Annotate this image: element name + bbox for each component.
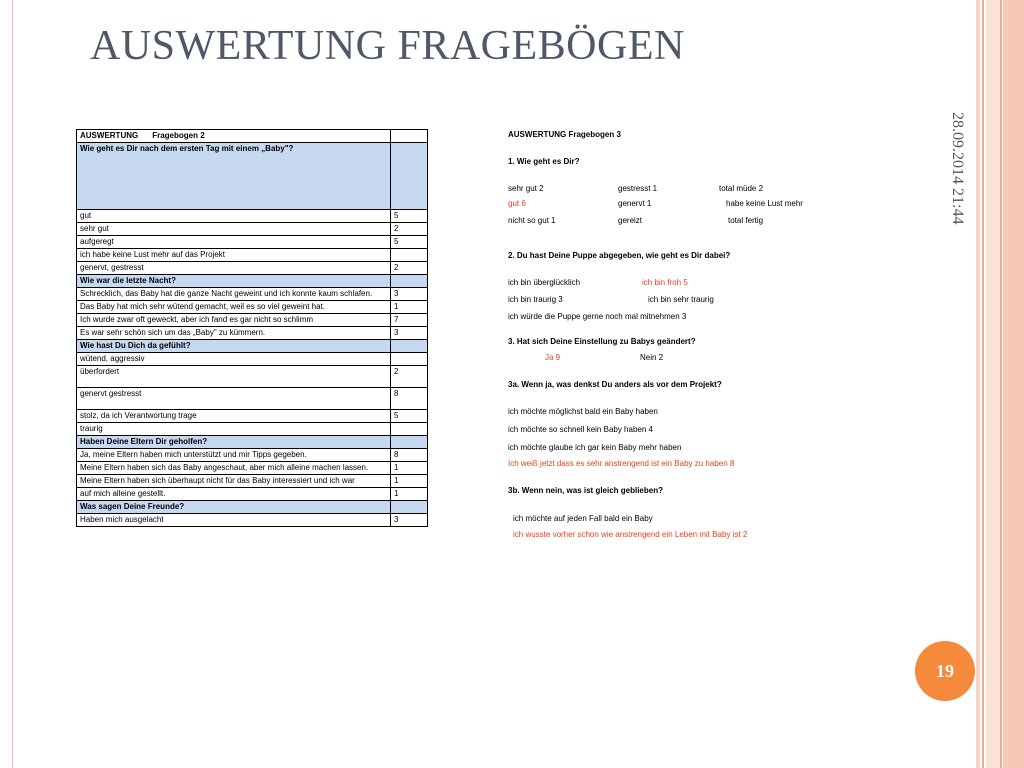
answer-text: Meine Eltern haben sich das Baby angeschaut, aber mich alleine machen lassen.	[77, 462, 391, 475]
answer-text: Es war sehr schön sich um das „Baby" zu kümmern.	[77, 327, 391, 340]
answer-text: auf mich alleine gestellt.	[77, 488, 391, 501]
answers-q4	[77, 449, 428, 501]
table-row	[77, 301, 428, 314]
f3-q1-answer: genervt 1	[618, 199, 652, 208]
f3-q3b: 3b. Wenn nein, was ist gleich geblieben?	[508, 486, 663, 495]
f3-q3a-answer: ich möchte möglichst bald ein Baby haben	[508, 407, 658, 416]
table-row	[77, 388, 428, 410]
f3-q3-no: Nein 2	[640, 353, 664, 362]
answer-text: ich habe keine Lust mehr auf das Projekt	[77, 249, 391, 262]
question-cell: Haben Deine Eltern Dir geholfen?	[77, 436, 391, 449]
f3-q2-answer: ich bin sehr traurig	[648, 295, 714, 304]
left-border-line	[12, 0, 13, 768]
question-row	[77, 340, 428, 353]
fragebogen2-table	[76, 129, 428, 527]
answer-text: Ja, meine Eltern haben mich unterstützt und mir Tipps gegeben.	[77, 449, 391, 462]
answer-count: 2	[391, 223, 428, 236]
f3-q2-answer: ich bin traurig 3	[508, 295, 563, 304]
answer-text: stolz, da ich Verantwortung trage	[77, 410, 391, 423]
table-row	[77, 475, 428, 488]
header-name: Fragebogen 2	[152, 131, 205, 140]
f3-q2-answer: ich bin überglücklich	[508, 278, 581, 287]
answer-count: 3	[391, 327, 428, 340]
table-row	[77, 327, 428, 340]
answer-count: 1	[391, 488, 428, 501]
table-header-cell	[77, 130, 391, 143]
answer-text: gut	[77, 210, 391, 223]
f3-q1-answer-highlight: gut 6	[508, 199, 526, 208]
f3-q2-answer: ich würde die Puppe gerne noch mal mitnehmen 3	[508, 312, 687, 321]
f3-q3b-answer-highlight: ich wusste vorher schon wie anstrengend ein Leben mit Baby ist 2	[513, 530, 748, 539]
answer-text: Das Baby hat mich sehr wütend gemacht, weil es so viel geweint hat.	[77, 301, 391, 314]
table-row	[77, 462, 428, 475]
table-row	[77, 366, 428, 388]
answer-count: 5	[391, 236, 428, 249]
answer-count: 3	[391, 514, 428, 527]
question-row	[77, 143, 428, 210]
answer-count	[391, 423, 428, 436]
f3-q2-answer-highlight: ich bin froh 5	[642, 278, 688, 287]
f3-q3a-answer-highlight: Ich weiß jetzt dass es sehr anstrengend ist ein Baby zu haben 8	[508, 459, 735, 468]
answer-text: traurig	[77, 423, 391, 436]
f3-q3-yes: Ja 9	[545, 353, 561, 362]
answers-q5	[77, 514, 428, 527]
question-row	[77, 501, 428, 514]
f3-q1-answer: total fertig	[728, 216, 764, 225]
table-row	[77, 514, 428, 527]
table-row	[77, 249, 428, 262]
answer-count: 5	[391, 410, 428, 423]
header-label: AUSWERTUNG	[80, 131, 139, 140]
f3-q1-answer: gestresst 1	[618, 184, 658, 193]
answer-text: genervt, gestresst	[77, 262, 391, 275]
table-row	[77, 262, 428, 275]
question-cell: Wie hast Du Dich da gefühlt?	[77, 340, 391, 353]
f3-q1: 1. Wie geht es Dir?	[508, 157, 580, 166]
decorative-stripes	[976, 0, 1024, 768]
answer-count: 8	[391, 449, 428, 462]
table-row	[77, 314, 428, 327]
question-cell: Wie war die letzte Nacht?	[77, 275, 391, 288]
answer-count: 5	[391, 210, 428, 223]
answers-q2	[77, 288, 428, 340]
f3-q2: 2. Du hast Deine Puppe abgegeben, wie geht es Dir dabei?	[508, 251, 731, 260]
answer-text: aufgeregt	[77, 236, 391, 249]
f3-q1-answer: nicht so gut 1	[508, 216, 556, 225]
answer-count: 2	[391, 366, 428, 388]
table-row	[77, 288, 428, 301]
table-row	[77, 236, 428, 249]
f3-q1-answer: habe keine Lust mehr	[726, 199, 803, 208]
table-row	[77, 423, 428, 436]
answer-count: 1	[391, 475, 428, 488]
f3-q1-answer: gereizt	[618, 216, 643, 225]
question-cell: Wie geht es Dir nach dem ersten Tag mit einem „Baby"?	[77, 143, 391, 210]
question-row	[77, 275, 428, 288]
f3-q1-answer: total müde 2	[719, 184, 764, 193]
answer-count: 3	[391, 288, 428, 301]
page-number-badge: 19	[915, 641, 975, 701]
table-row	[77, 488, 428, 501]
answer-text: überfordert	[77, 366, 391, 388]
answer-text: Haben mich ausgelacht	[77, 514, 391, 527]
slide-date: 28.09.2014 21:44	[949, 112, 966, 225]
f3-q3a-answer: ich möchte so schnell kein Baby haben 4	[508, 425, 653, 434]
answer-text: Meine Eltern haben sich überhaupt nicht für das Baby interessiert und ich war	[77, 475, 391, 488]
f3-q3a: 3a. Wenn ja, was denkst Du anders als vor dem Projekt?	[508, 380, 722, 389]
answer-count	[391, 353, 428, 366]
answer-count: 8	[391, 388, 428, 410]
answer-text: genervt gestresst	[77, 388, 391, 410]
answers-q1	[77, 210, 428, 275]
table-row	[77, 210, 428, 223]
f3-q1-answer: sehr gut 2	[508, 184, 544, 193]
f3-q3a-answer: ich möchte glaube ich gar kein Baby mehr haben	[508, 443, 682, 452]
answer-text: wütend, aggressiv	[77, 353, 391, 366]
answer-text: Ich wurde zwar oft geweckt, aber ich fand es gar nicht so schlimm	[77, 314, 391, 327]
f3-title: AUSWERTUNG Fragebogen 3	[508, 130, 621, 139]
table-row	[77, 449, 428, 462]
table-row	[77, 223, 428, 236]
f3-q3b-answer: ich möchte auf jeden Fall bald ein Baby	[513, 514, 653, 523]
slide-title: AUSWERTUNG FRAGEBÖGEN	[90, 23, 685, 69]
answer-count: 1	[391, 462, 428, 475]
answer-text: sehr gut	[77, 223, 391, 236]
f3-q3: 3. Hat sich Deine Einstellung zu Babys geändert?	[508, 337, 696, 346]
answers-q3	[77, 353, 428, 436]
answer-text: Schrecklich, das Baby hat die ganze Nacht geweint und ich konnte kaum schlafen.	[77, 288, 391, 301]
table-header-row	[77, 130, 428, 143]
question-row	[77, 436, 428, 449]
answer-count: 1	[391, 301, 428, 314]
question-cell: Was sagen Deine Freunde?	[77, 501, 391, 514]
table-row	[77, 410, 428, 423]
answer-count: 7	[391, 314, 428, 327]
answer-count: 2	[391, 262, 428, 275]
answer-count	[391, 249, 428, 262]
table-row	[77, 353, 428, 366]
